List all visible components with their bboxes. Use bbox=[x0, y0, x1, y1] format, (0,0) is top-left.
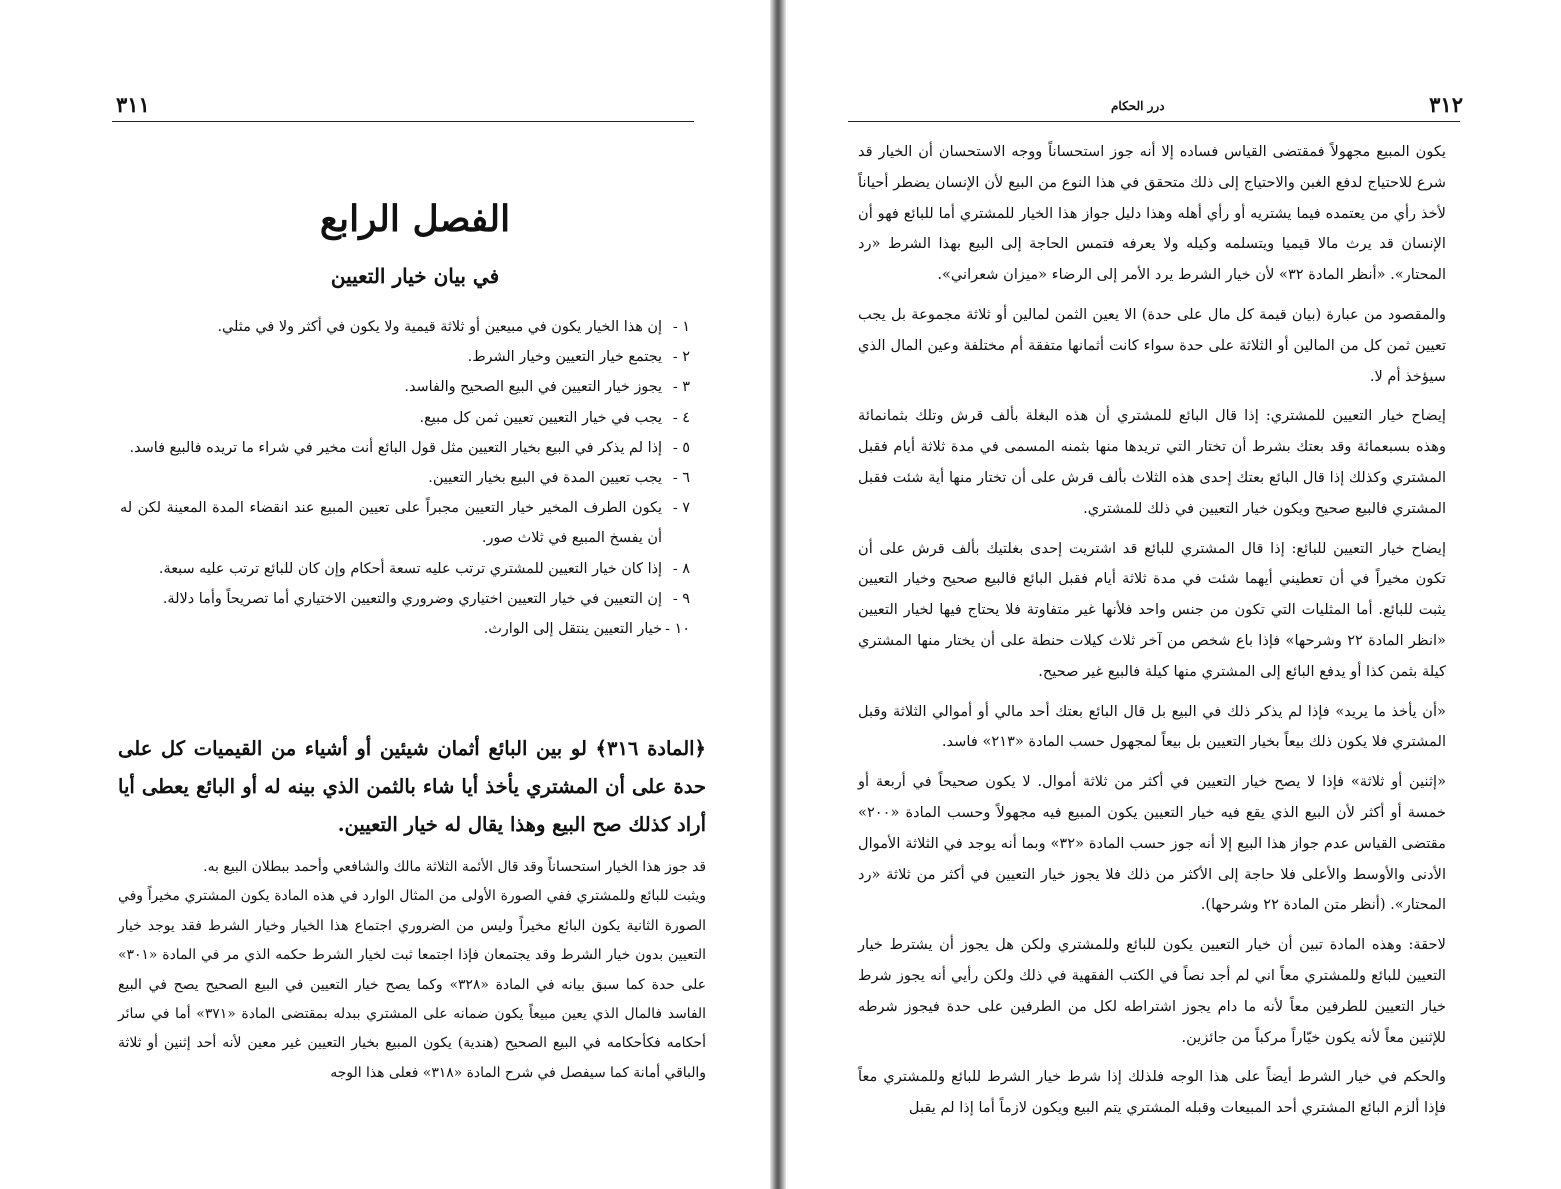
body-paragraph: والمقصود من عبارة (بيان قيمة كل مال على حدة) الا يعين الثمن لمالين أو ثلاثة مجموعة بل يجب تعيين ثمن كل من المالين أو الثلاثة على حدة سواء كانت أثمانها متفقة أم مختلفة وعين المال الذي سيؤخذ أم لا. bbox=[858, 305, 1446, 385]
page-number: ٣١١ bbox=[116, 92, 150, 117]
list-item bbox=[120, 433, 690, 463]
left-page bbox=[0, 0, 770, 1189]
header-rule bbox=[112, 121, 694, 122]
body-paragraph: «إثنين أو ثلاثة» فإذا لا يصح خيار التعيين في أكثر من ثلاثة أموال. لا يكون صحيحاً في أربعة أو خمسة أو أكثر لأن البيع الذي يقع فيه خيار التعيين يكون المبيع فيه مجهولاً وحسب المادة «٢٠٠» مقتضى القياس عدم جواز هذا البيع إلا أنه جوز حسب المادة «٣٢» وبما أنه يوجد في الثلاثة الأموال الأدنى والأوسط والأعلى فلا حاجة إلى الأكثر من ذلك فلا يجوز خيار التعيين في أكثر من ثلاثة «رد المحتار». (أنظر متن المادة ٢٢ وشرحها). bbox=[858, 773, 1446, 914]
list-item bbox=[120, 463, 690, 493]
item-text: خيار التعيين ينتقل إلى الوارث. bbox=[483, 621, 662, 638]
header-rule bbox=[848, 121, 1460, 122]
commentary-paragraph: قد جوز هذا الخيار استحساناً وقد قال الأئمة الثلاثة مالك والشافعي وأحمد ببطلان البيع به. bbox=[203, 859, 706, 875]
item-text: يجوز خيار التعيين في البيع الصحيح والفاسد. bbox=[404, 379, 662, 396]
body-paragraph: إيضاح خيار التعيين للمشتري: إذا قال البائع للمشتري أن هذه البغلة بألف قرش وتلك بثمانمائة وهذه بسبعمائة وقد بعتك بشرط أن تختار التي تريدها منها بثمنه المسمى في مدة ثلاثة أيام فقبل المشتري وكذلك إذا قال البائع بعتك إحدى هذه الثلاث بألف قرش على أن تختار منها أية شئت فقبل المشتري فالبيع صحيح ويكون خيار التعيين في ذلك للمشتري. bbox=[858, 407, 1446, 517]
item-number: ١ - bbox=[672, 319, 690, 335]
commentary-paragraph: ويثبت للبائع وللمشتري ففي الصورة الأولى من المثال الوارد في هذه المادة يكون المشتري مخيراً وفي الصورة الثانية يكون البائع مخيراً وليس من الضروري اجتماع هذا الخيار وخيار الشرط فقد يوجد خيار التعيين بدون خيار الشرط وقد يجتمعان فإذا اجتمعا ثبت لخيار الشرط حكمه الذي مر في المادة «٣٠١» على حدة كما سبق بيانه في المادة «٣٢٨» وكما يصح خيار التعيين في البيع الصحيح يصح في البيع الفاسد فالمال الذي يعين مبيعاً يكون ضمانه على المشتري ببدله بمقتضى المادة «٣٧١» أما في سائر أحكامه فكأحكامه في البيع الصحيح (هندية) يكون المبيع بخيار التعيين غير معين لأنه أحد إثنين أو ثلاثة والباقي أمانة كما سيفصل في شرح المادة «٣١٨» فعلى هذا الوجه bbox=[118, 888, 706, 1081]
item-number: ٥ - bbox=[672, 439, 690, 456]
list-item bbox=[120, 614, 690, 644]
list-item bbox=[120, 554, 690, 584]
item-number: ٧ - bbox=[672, 500, 690, 517]
list-item bbox=[120, 372, 690, 402]
body-paragraph: يكون المبيع مجهولاً فمقتضى القياس فساده إلا أنه جوز استحساناً ووجه الاستحسان أن الخيار قد شرع للاحتياج لدفع الغبن والاحتياج إلى ذلك متحقق في هذا النوع من البيع لأن الإنسان يضطر أحياناً لأخذ رأي من يعتمده فيما يشتريه أو رأي أهله وهذا دليل جواز هذا الخيار للمشتري أما للبائع فهو أن الإنسان قد يرث مالا قيميا ويتسلمه وكيله ولا يعرفه فتمس الحاجة إلى البيع بهذا الشرط «رد المحتار». «أنظر المادة ٣٢» لأن خيار الشرط يرد الأمر إلى الرضاء «ميزان شعراني». bbox=[858, 143, 1446, 284]
item-number: ٤ - bbox=[672, 409, 690, 426]
page-number: ٣١٢ bbox=[1429, 92, 1463, 117]
list-item bbox=[120, 312, 690, 342]
item-text: يجب تعيين المدة في البيع بخيار التعيين. bbox=[428, 470, 662, 487]
item-number: ٩ - bbox=[672, 590, 690, 607]
item-number: ٨ - bbox=[672, 560, 690, 577]
item-number: ٣ - bbox=[672, 379, 690, 396]
item-text: إن هذا الخيار يكون في مبيعين أو ثلاثة قيمية ولا يكون في أكثر ولا في مثلي. bbox=[217, 319, 662, 335]
commentary bbox=[118, 853, 706, 1088]
list-item bbox=[120, 584, 690, 614]
running-head: درر الحكام bbox=[1111, 99, 1165, 113]
right-page bbox=[786, 0, 1561, 1189]
list-item bbox=[120, 403, 690, 433]
item-text: إذا كان خيار التعيين للمشتري ترتب عليه تسعة أحكام وإن كان للبائع ترتب عليه سبعة. bbox=[158, 560, 662, 577]
item-text: إذا لم يذكر في البيع بخيار التعيين مثل قول البائع أنت مخير في شراء ما تريده فالبيع فاسد. bbox=[129, 439, 662, 456]
chapter-subtitle: في بيان خيار التعيين bbox=[330, 264, 500, 288]
item-number: ١٠ - bbox=[665, 621, 690, 638]
body-paragraph: لاحقة: وهذه المادة تبين أن خيار التعيين يكون للبائع وللمشتري ولكن هل يجوز أن يشترط خيار التعيين للبائع وللمشتري معاً اني لم أجد نصاً في الكتب الفقهية في ذلك ولكن رأيي أنه يجوز شرط خيار التعيين للطرفين معاً لأنه ما دام يجوز اشتراطه لكل من الطرفين على حدة فيجوز شرطه للإثنين معاً لأنه يكون خيّاراً مركباً من جائزين. bbox=[858, 936, 1446, 1046]
item-text: يجتمع خيار التعيين وخيار الشرط. bbox=[467, 349, 662, 366]
list-item bbox=[120, 342, 690, 372]
chapter-title: الفصل الرابع bbox=[319, 198, 511, 240]
body-paragraph: والحكم في خيار الشرط أيضاً على هذا الوجه فلذلك إذا شرط خيار الشرط للبائع وللمشتري معاً فإذا ألزم البائع المشتري أحد المبيعات وقبله المشتري يتم البيع ويكون لازماً أما إذا لم يقبل bbox=[858, 1068, 1446, 1117]
body-text bbox=[858, 137, 1446, 1133]
item-number: ٢ - bbox=[672, 349, 690, 366]
body-paragraph: «أن يأخذ ما يريد» فإذا لم يذكر ذلك في البيع بل قال البائع بعتك أحد مالي أو أموالي الثلاثة وقبل المشتري فلا يكون ذلك بيعاً بخيار التعيين بل بيعاً لمجهول حسب المادة «٢١٣» فاسد. bbox=[858, 702, 1446, 751]
item-number: ٦ - bbox=[672, 470, 690, 487]
article-316: ﴿المادة ٣١٦﴾ لو بين البائع أثمان شيئين أو أشياء من القيميات كل على حدة على أن المشتري يأخذ أيا شاء بالثمن الذي بينه له أو البائع يعطى أيا أراد كذلك صح البيع وهذا يقال له خيار التعيين. bbox=[118, 737, 706, 836]
body-paragraph: إيضاح خيار التعيين للبائع: إذا قال المشتري للبائع قد اشتريت إحدى بغلتيك بألف قرش على أن تكون مخيراً في أن تعطيني أيهما شئت في مدة ثلاثة أيام فقبل البائع فالبيع صحيح وخيار التعيين يثبت للبائع. أما المثليات التي تكون من جنس واحد فلأنها غير متفاوتة فلا يحتاج فيها لخيار التعيين «انظر المادة ٢٢ وشرحها» فإذا باع شخص من آخر ثلاث كيلات حنطة على أن يختار منها المشتري كيلة بثمن كذا أو يدفع البائع إلى المشتري منها كيلة فالبيع غير صحيح. bbox=[858, 539, 1446, 680]
book-gutter bbox=[770, 0, 786, 1189]
item-text: يكون الطرف المخير خيار التعيين مجبراً على تعيين المبيع عند انقضاء المدة المعينة لكن له أن يفسخ المبيع في ثلاث صور. bbox=[120, 500, 662, 547]
rules-list bbox=[120, 312, 690, 644]
list-item bbox=[120, 493, 690, 553]
item-text: إن التعيين في خيار التعيين اختياري وضروري والتعيين الاختياري أما تصريحاً وأما دلالة. bbox=[162, 590, 662, 607]
item-text: يجب في خيار التعيين تعيين ثمن كل مبيع. bbox=[419, 409, 662, 426]
